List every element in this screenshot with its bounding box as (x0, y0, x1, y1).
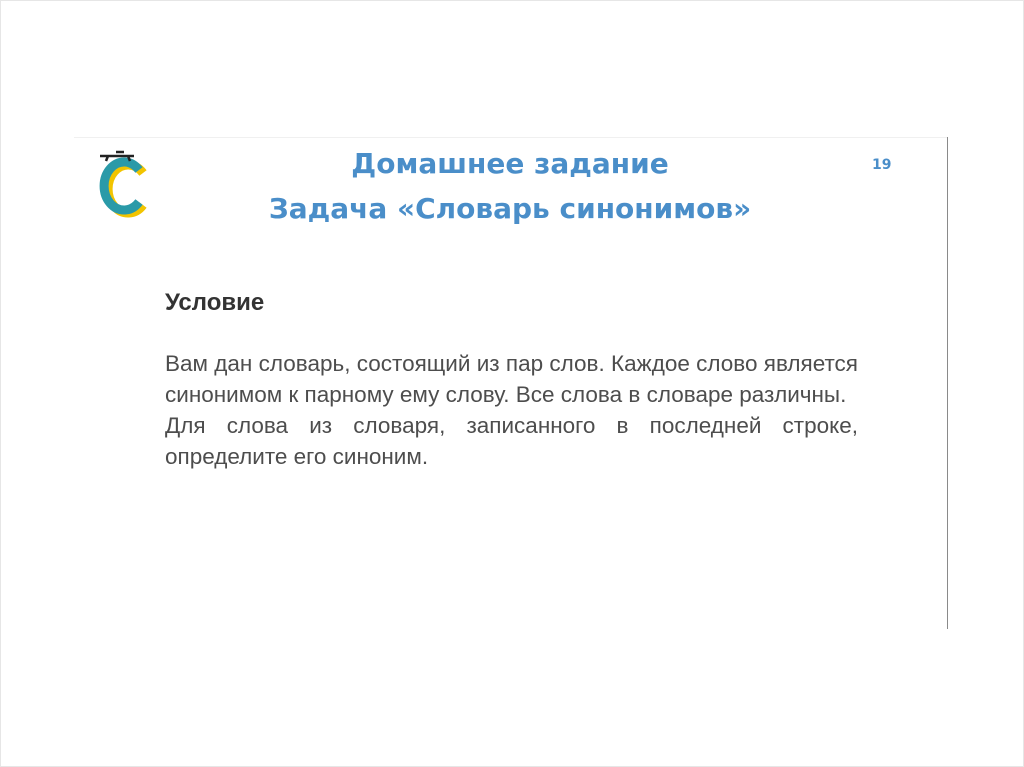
page-number: 19 (872, 157, 892, 173)
slide-title-line-1: Домашнее задание (351, 147, 669, 180)
slide-right-edge (947, 137, 948, 629)
section-heading: Условие (165, 289, 265, 316)
paragraph-1: Вам дан словарь, состоящий из пар слов. Каждое слово является синонимом к парному ему слову. Все слова в словаре различны. (165, 351, 858, 407)
body-text (165, 348, 858, 472)
slide-title-line-2: Задача «Словарь синонимов» (268, 192, 752, 225)
paragraph-2: Для слова из словаря, записанного в последней строке, определите его синоним. (165, 413, 858, 469)
c-letter-logo-icon (94, 148, 150, 218)
